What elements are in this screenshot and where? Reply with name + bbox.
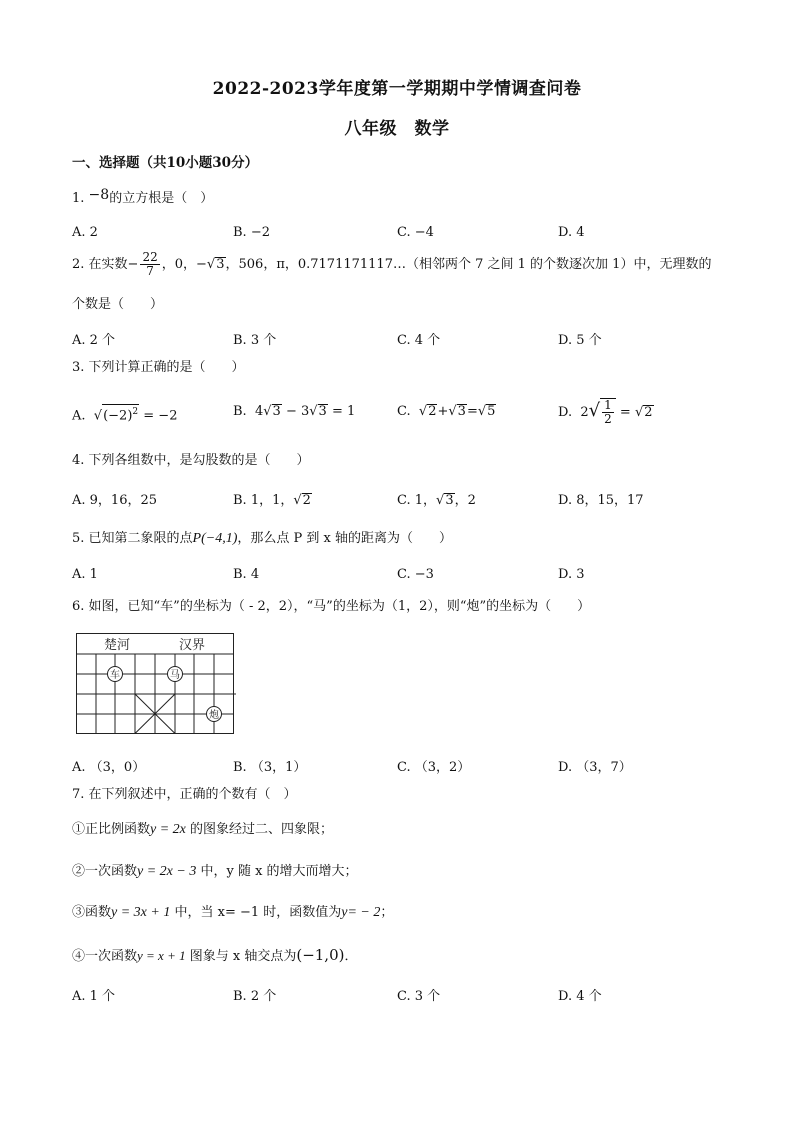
minus-sign: − <box>196 257 207 272</box>
coefficient: 4 <box>254 404 264 419</box>
statement-1 <box>72 822 333 838</box>
statement-text: ③函数 <box>72 905 112 920</box>
math-expression: −8 <box>88 187 110 203</box>
radicand: 2 <box>302 493 311 508</box>
radicand: 3 <box>216 257 225 272</box>
sqrt-symbol: √ <box>93 408 103 424</box>
point-expression: P(−4,1) <box>192 531 238 546</box>
sqrt-symbol: √ <box>477 404 487 419</box>
piece-label: 车 <box>110 670 120 681</box>
radicand <box>102 404 139 423</box>
option-d: D. 8，15，17 <box>558 493 644 508</box>
statement-text: ； <box>380 905 394 920</box>
option-c: C. 3 个 <box>397 989 441 1004</box>
chess-piece-che <box>108 667 123 682</box>
option-b: B. 4 <box>233 567 260 582</box>
option-d <box>558 398 654 426</box>
fraction <box>602 399 614 426</box>
river-label-right: 汉界 <box>179 638 206 653</box>
option-c <box>397 489 476 508</box>
math-expression: y= − 2 <box>341 905 381 920</box>
radicand: 3 <box>318 404 327 419</box>
river-label-left: 楚河 <box>104 638 131 653</box>
chess-piece-pao <box>207 707 222 722</box>
math-expression: y = 2x <box>150 822 186 837</box>
coefficient: 2 <box>580 405 589 420</box>
sqrt-symbol: √ <box>448 404 457 419</box>
option-a: A. 2 <box>72 225 98 240</box>
statement-text: 图象与 x 轴交点为 <box>185 949 297 964</box>
option-d: D. 5 个 <box>558 333 602 348</box>
equals-sign: = <box>615 405 635 420</box>
option-d: D. 3 <box>558 567 585 582</box>
math-expression: y = x + 1 <box>137 948 186 963</box>
statement-text: ②一次函数 <box>72 864 138 879</box>
radicand: 3 <box>272 404 281 419</box>
question-3: 3. 下列计算正确的是（ ） <box>72 360 245 375</box>
question-7: 7. 在下列叙述中，正确的个数有（ ） <box>72 787 297 802</box>
option-b: B. −2 <box>233 225 270 240</box>
option-d: D. 4 <box>558 225 585 240</box>
option-a: A. 2 个 <box>72 333 116 348</box>
option-a: A. （3，0） <box>72 760 146 775</box>
option-c: C. −3 <box>397 567 434 582</box>
statement-2 <box>72 864 358 880</box>
option-b: B. 2 个 <box>233 989 277 1004</box>
question-text: ，0， <box>161 257 197 272</box>
minus-sign: − <box>127 257 139 272</box>
question-text: 2. 在实数 <box>72 257 128 272</box>
question-2-line2: 个数是（ ） <box>72 297 164 312</box>
math-expression: y = 3x + 1 <box>111 905 171 920</box>
chess-piece-ma <box>168 667 183 682</box>
option-text: ，2 <box>454 493 476 508</box>
radicand-base: (−2) <box>103 408 133 424</box>
sqrt-symbol: √ <box>206 257 216 272</box>
option-label: B. <box>233 404 247 419</box>
fraction-numerator: 1 <box>604 398 612 412</box>
sqrt-symbol: √ <box>263 404 272 419</box>
statement-text: 中，当 x= −1 时，函数值为 <box>170 905 342 920</box>
sqrt-symbol: √ <box>309 404 318 419</box>
question-text: 5. 已知第二象限的点 <box>72 531 193 546</box>
plus-sign: + <box>437 404 449 419</box>
option-b <box>233 404 355 419</box>
minus-term: − 3 <box>281 404 310 419</box>
option-c <box>397 404 496 419</box>
question-text: ，那么点 P 到 x 轴的距离为（ ） <box>237 531 452 546</box>
option-text: B. 1，1， <box>233 493 294 508</box>
exam-title: 2022-2023学年度第一学期期中学情调查问卷 <box>212 79 582 99</box>
piece-label: 炮 <box>209 710 219 721</box>
fraction-denominator: 2 <box>604 412 612 426</box>
question-2 <box>72 251 711 278</box>
option-c: C. （3，2） <box>397 760 471 775</box>
radicand: 5 <box>487 404 496 419</box>
option-label: A. <box>72 408 86 424</box>
equals-sign: = <box>466 404 478 419</box>
option-label: D. <box>558 405 573 420</box>
option-d: D. （3，7） <box>558 760 632 775</box>
sqrt-symbol: √ <box>634 405 644 420</box>
option-a: A. 1 个 <box>72 989 116 1004</box>
option-text: C. 1， <box>397 493 437 508</box>
statement-text: ④一次函数 <box>72 949 138 964</box>
exponent: 2 <box>132 407 139 417</box>
statement-4 <box>72 947 358 965</box>
point-expression: (−1,0) <box>296 946 345 964</box>
option-c: C. −4 <box>397 225 434 240</box>
radicand <box>600 398 616 426</box>
option-b: B. 3 个 <box>233 333 277 348</box>
statement-text: ． <box>344 949 358 964</box>
option-d: D. 4 个 <box>558 989 602 1004</box>
option-a: A. 1 <box>72 567 98 582</box>
section-header: 一、选择题（共10小题30分） <box>72 155 259 171</box>
sqrt-symbol: √ <box>418 404 428 419</box>
fraction-denominator: 7 <box>146 264 154 278</box>
math-expression: y = 2x − 3 <box>137 864 197 879</box>
fraction-numerator: 22 <box>142 250 158 264</box>
expression-rest: = 1 <box>327 404 356 419</box>
statement-text: ①正比例函数 <box>72 822 151 837</box>
question-text: ，506，π，0.7171171117…（相邻两个 7 之间 1 的个数逐次加 1）中，无理数的 <box>225 257 712 272</box>
statement-text: 的图象经过二、四象限； <box>185 822 334 837</box>
question-text: 的立方根是（ ） <box>109 191 214 206</box>
statement-text: 中，y 随 x 的增大而增大； <box>196 864 358 879</box>
piece-label: 马 <box>170 670 180 681</box>
chess-board-figure <box>76 633 236 735</box>
sqrt-symbol: √ <box>293 493 302 508</box>
question-5 <box>72 531 452 547</box>
sqrt-symbol: √ <box>588 400 601 421</box>
statement-3 <box>72 905 393 921</box>
radicand: 3 <box>445 493 454 508</box>
question-1 <box>72 187 214 207</box>
option-a: A. 9，16，25 <box>72 493 158 508</box>
option-b <box>233 489 312 508</box>
radicand: 2 <box>428 404 437 419</box>
question-number: 1. <box>72 191 85 206</box>
option-b: B. （3，1） <box>233 760 307 775</box>
exam-subtitle: 八年级 数学 <box>344 119 450 139</box>
option-label: C. <box>397 404 411 419</box>
expression-rest: = −2 <box>139 408 178 424</box>
question-4: 4. 下列各组数中，是勾股数的是（ ） <box>72 453 310 468</box>
radicand: 2 <box>644 405 653 420</box>
question-6: 6. 如图，已知“车”的坐标为（ - 2，2），“马”的坐标为（1，2），则“炮”的坐标为（ ） <box>72 599 591 614</box>
radicand: 3 <box>457 404 466 419</box>
sqrt-symbol: √ <box>436 493 445 508</box>
option-c: C. 4 个 <box>397 333 441 348</box>
option-a <box>72 404 177 423</box>
fraction <box>140 251 159 278</box>
